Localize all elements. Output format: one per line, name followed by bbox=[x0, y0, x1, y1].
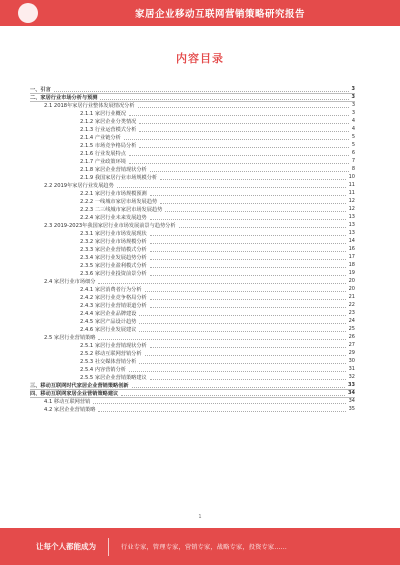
toc-title: 内容目录 bbox=[176, 52, 224, 65]
toc-row-page: 5 bbox=[351, 142, 355, 148]
toc-row-leader bbox=[150, 266, 346, 268]
toc-row-page: 34 bbox=[348, 390, 355, 396]
toc-row-label: 2.5.5 家居企业营销策略建议 bbox=[80, 374, 147, 381]
toc-row-page: 13 bbox=[348, 214, 355, 220]
toc-row-leader bbox=[129, 114, 349, 116]
toc-row-label: 4.1 移动互联网营销 bbox=[44, 398, 91, 405]
toc-row-leader bbox=[145, 354, 346, 356]
toc-row-leader bbox=[139, 314, 345, 316]
toc-row-label: 三、移动互联网时代家居企业营销策略创新 bbox=[30, 382, 129, 389]
toc-row-label: 2.3.6 家居行业投资前景分析 bbox=[80, 270, 147, 277]
toc-separator bbox=[30, 101, 355, 102]
toc-row-page: 10 bbox=[348, 174, 355, 180]
toc-row bbox=[30, 261, 355, 269]
toc-row-leader bbox=[150, 234, 346, 236]
toc-row-leader bbox=[165, 210, 345, 212]
toc-row-leader bbox=[150, 378, 346, 380]
toc-row-leader bbox=[139, 130, 348, 132]
header-bar bbox=[0, 0, 400, 26]
footer-right-text: 行业专家，管理专家，营销专家，战略专家，投资专家…… bbox=[121, 544, 288, 551]
toc-row bbox=[30, 333, 355, 341]
toc-row-leader bbox=[117, 186, 346, 188]
toc-row-leader bbox=[160, 178, 346, 180]
toc-row bbox=[30, 373, 355, 381]
toc-row-page: 11 bbox=[348, 182, 355, 188]
toc-list bbox=[30, 85, 355, 505]
toc-row-leader bbox=[150, 170, 349, 172]
toc-row-label: 2.1.4 产业链分析 bbox=[80, 134, 121, 141]
toc-row-leader bbox=[150, 346, 346, 348]
toc-row bbox=[30, 133, 355, 141]
toc-row bbox=[30, 325, 355, 333]
page-number: 1 bbox=[198, 514, 202, 520]
toc-row bbox=[30, 149, 355, 157]
toc-row-page: 35 bbox=[348, 406, 355, 412]
toc-row-page: 23 bbox=[348, 310, 355, 316]
toc-row bbox=[30, 349, 355, 357]
toc-row-label: 2.5.4 内容营销分析 bbox=[80, 366, 126, 373]
toc-row-page: 12 bbox=[348, 206, 355, 212]
toc-row-leader bbox=[138, 106, 349, 108]
toc-row-leader bbox=[145, 290, 346, 292]
toc-row-page: 20 bbox=[348, 286, 355, 292]
toc-row-leader bbox=[129, 154, 349, 156]
toc-row-page: 3 bbox=[351, 102, 355, 108]
toc-row-label: 2.1.2 家居企业分类情况 bbox=[80, 118, 137, 125]
footer-left-text: 让每个人都能成为 bbox=[36, 542, 96, 551]
toc-row bbox=[30, 165, 355, 173]
toc-row-label: 2.3.1 家居行业市场发展现状 bbox=[80, 230, 147, 237]
toc-row bbox=[30, 293, 355, 301]
toc-row bbox=[30, 173, 355, 181]
toc-row-label: 2.1.6 行业发展特点 bbox=[80, 150, 126, 157]
toc-row bbox=[30, 197, 355, 205]
toc-row-page: 21 bbox=[348, 294, 355, 300]
toc-row-label: 2.1.1 家居行业概况 bbox=[80, 110, 126, 117]
toc-row-leader bbox=[150, 306, 346, 308]
toc-row-label: 2.1.7 产业政策环境 bbox=[80, 158, 126, 165]
toc-row bbox=[30, 125, 355, 133]
toc-row-leader bbox=[139, 330, 345, 332]
toc-row-page: 22 bbox=[348, 302, 355, 308]
toc-row-label: 2.1.3 行业运营模式分析 bbox=[80, 126, 137, 133]
toc-row-leader bbox=[98, 338, 345, 340]
toc-row-page: 18 bbox=[348, 262, 355, 268]
toc-row bbox=[30, 237, 355, 245]
footer-divider bbox=[108, 538, 109, 556]
toc-row-page: 5 bbox=[351, 134, 355, 140]
toc-row-page: 34 bbox=[348, 398, 355, 404]
toc-row bbox=[30, 181, 355, 189]
toc-row-page: 12 bbox=[348, 198, 355, 204]
toc-separator bbox=[30, 397, 355, 398]
toc-row-leader bbox=[54, 90, 349, 92]
toc-row-label: 2.2.2 一线城市家居市场发展趋势 bbox=[80, 198, 158, 205]
toc-row-label: 2.3 2019-2023年我国家居行业市场发展前景与趋势分析 bbox=[44, 222, 176, 229]
toc-row-leader bbox=[93, 402, 345, 404]
toc-row-leader bbox=[132, 386, 345, 388]
toc-row-label: 2.4 家居行业市场细分 bbox=[44, 278, 96, 285]
toc-row-leader bbox=[129, 370, 346, 372]
toc-row-label: 四、移动互联网家居企业营销策略建议 bbox=[30, 390, 119, 397]
logo-icon bbox=[18, 3, 38, 23]
toc-row-label: 2.2.3 二三线城市家居市场发展趋势 bbox=[80, 206, 163, 213]
toc-row bbox=[30, 85, 355, 93]
toc-row bbox=[30, 341, 355, 349]
toc-row-leader bbox=[179, 226, 346, 228]
toc-row-page: 27 bbox=[348, 342, 355, 348]
toc-row-label: 二、家居行业市场分析与预测 bbox=[30, 94, 98, 101]
toc-row-leader bbox=[150, 194, 346, 196]
toc-separator bbox=[30, 93, 355, 94]
toc-row-leader bbox=[150, 274, 346, 276]
toc-row bbox=[30, 277, 355, 285]
toc-row-label: 一、引言 bbox=[30, 86, 51, 93]
toc-row bbox=[30, 101, 355, 109]
toc-row-label: 2.1.5 市场竞争格局分析 bbox=[80, 142, 137, 149]
toc-row-label: 2.1 2018年家居行业整体发展情况分析 bbox=[44, 102, 135, 109]
toc-row-label: 2.4.6 家居行业发展建议 bbox=[80, 326, 137, 333]
toc-row-page: 3 bbox=[351, 94, 355, 100]
footer-bar bbox=[0, 528, 400, 565]
toc-row-page: 25 bbox=[348, 326, 355, 332]
toc-row-leader bbox=[98, 282, 345, 284]
toc-row-label: 2.3.2 家居行业市场规模分析 bbox=[80, 238, 147, 245]
toc-row-page: 3 bbox=[351, 86, 355, 92]
toc-row-page: 13 bbox=[348, 230, 355, 236]
toc-row-label: 2.5.2 移动互联网营销分析 bbox=[80, 350, 142, 357]
toc-row bbox=[30, 301, 355, 309]
toc-row bbox=[30, 309, 355, 317]
toc-row-label: 2.2.4 家居行业未来发展趋势 bbox=[80, 214, 147, 221]
toc-row bbox=[30, 117, 355, 125]
toc-row bbox=[30, 189, 355, 197]
toc-row-label: 2.4.2 家居行业竞争格局分析 bbox=[80, 294, 147, 301]
toc-row-page: 4 bbox=[351, 126, 355, 132]
toc-row-leader bbox=[150, 242, 346, 244]
toc-row-label: 2.2.1 家居行业市场规模预测 bbox=[80, 190, 147, 197]
toc-row-page: 29 bbox=[348, 350, 355, 356]
toc-row-label: 2.3.5 家居行业盈利模式分析 bbox=[80, 262, 147, 269]
toc-row bbox=[30, 141, 355, 149]
toc-row bbox=[30, 253, 355, 261]
toc-row-label: 4.2 家居企业营销策略 bbox=[44, 406, 96, 413]
toc-row-page: 31 bbox=[348, 366, 355, 372]
toc-separator bbox=[30, 389, 355, 390]
toc-row bbox=[30, 109, 355, 117]
toc-row-label: 2.1.8 家居企业营销现状分析 bbox=[80, 166, 147, 173]
toc-row-page: 33 bbox=[348, 382, 355, 388]
toc-row-leader bbox=[139, 362, 345, 364]
toc-row-page: 30 bbox=[348, 358, 355, 364]
toc-row-label: 2.3.3 家居企业营销模式分析 bbox=[80, 246, 147, 253]
toc-row bbox=[30, 397, 355, 405]
toc-row bbox=[30, 245, 355, 253]
toc-row-page: 20 bbox=[348, 278, 355, 284]
toc-row-leader bbox=[129, 162, 349, 164]
toc-row-page: 14 bbox=[348, 238, 355, 244]
toc-row-page: 16 bbox=[348, 246, 355, 252]
toc-row bbox=[30, 205, 355, 213]
toc-row-page: 3 bbox=[351, 110, 355, 116]
toc-row-page: 17 bbox=[348, 254, 355, 260]
toc-row bbox=[30, 357, 355, 365]
toc-row-page: 19 bbox=[348, 270, 355, 276]
toc-row bbox=[30, 93, 355, 101]
report-title: 家居企业移动互联网营销策略研究报告 bbox=[134, 9, 305, 20]
toc-row bbox=[30, 381, 355, 389]
toc-row bbox=[30, 157, 355, 165]
toc-row bbox=[30, 269, 355, 277]
toc-row-label: 2.4.1 家居消费者行为分析 bbox=[80, 286, 142, 293]
toc-row-leader bbox=[150, 298, 346, 300]
toc-row-leader bbox=[139, 322, 345, 324]
toc-row-leader bbox=[150, 258, 346, 260]
toc-row-leader bbox=[139, 146, 348, 148]
toc-row-label: 2.5.3 社交媒体营销分析 bbox=[80, 358, 137, 365]
toc-row bbox=[30, 229, 355, 237]
toc-row-leader bbox=[150, 218, 346, 220]
toc-row-page: 13 bbox=[348, 222, 355, 228]
toc-row-leader bbox=[124, 138, 349, 140]
toc-row bbox=[30, 317, 355, 325]
toc-row-page: 6 bbox=[351, 150, 355, 156]
toc-row-page: 4 bbox=[351, 118, 355, 124]
toc-row-page: 8 bbox=[351, 166, 355, 172]
toc-row-page: 7 bbox=[351, 158, 355, 164]
toc-row-label: 2.1.9 我国家居行业市场规模分析 bbox=[80, 174, 158, 181]
toc-row-leader bbox=[150, 250, 346, 252]
toc-row-label: 2.4.4 家居企业品牌建设 bbox=[80, 310, 137, 317]
toc-row-label: 2.3.4 家居行业发展趋势分析 bbox=[80, 254, 147, 261]
toc-row-leader bbox=[100, 98, 348, 100]
toc-row-label: 2.5 家居行业营销策略 bbox=[44, 334, 96, 341]
toc-row-leader bbox=[160, 202, 346, 204]
toc-row-leader bbox=[121, 394, 345, 396]
toc-row bbox=[30, 405, 355, 413]
toc-row-label: 2.4.3 家居行业营销渠道分析 bbox=[80, 302, 147, 309]
toc-row bbox=[30, 365, 355, 373]
toc-row-leader bbox=[98, 410, 345, 412]
toc-row bbox=[30, 285, 355, 293]
toc-row bbox=[30, 221, 355, 229]
toc-row-page: 24 bbox=[348, 318, 355, 324]
toc-row-page: 26 bbox=[348, 334, 355, 340]
toc-row-page: 11 bbox=[348, 190, 355, 196]
toc-row-leader bbox=[139, 122, 348, 124]
toc-row bbox=[30, 389, 355, 397]
toc-row-label: 2.5.1 家居行业营销现状分析 bbox=[80, 342, 147, 349]
toc-row-page: 32 bbox=[348, 374, 355, 380]
toc-row-label: 2.4.5 家居产品设计趋势 bbox=[80, 318, 137, 325]
toc-row-label: 2.2 2019年家居行业发展趋势 bbox=[44, 182, 114, 189]
toc-row bbox=[30, 213, 355, 221]
